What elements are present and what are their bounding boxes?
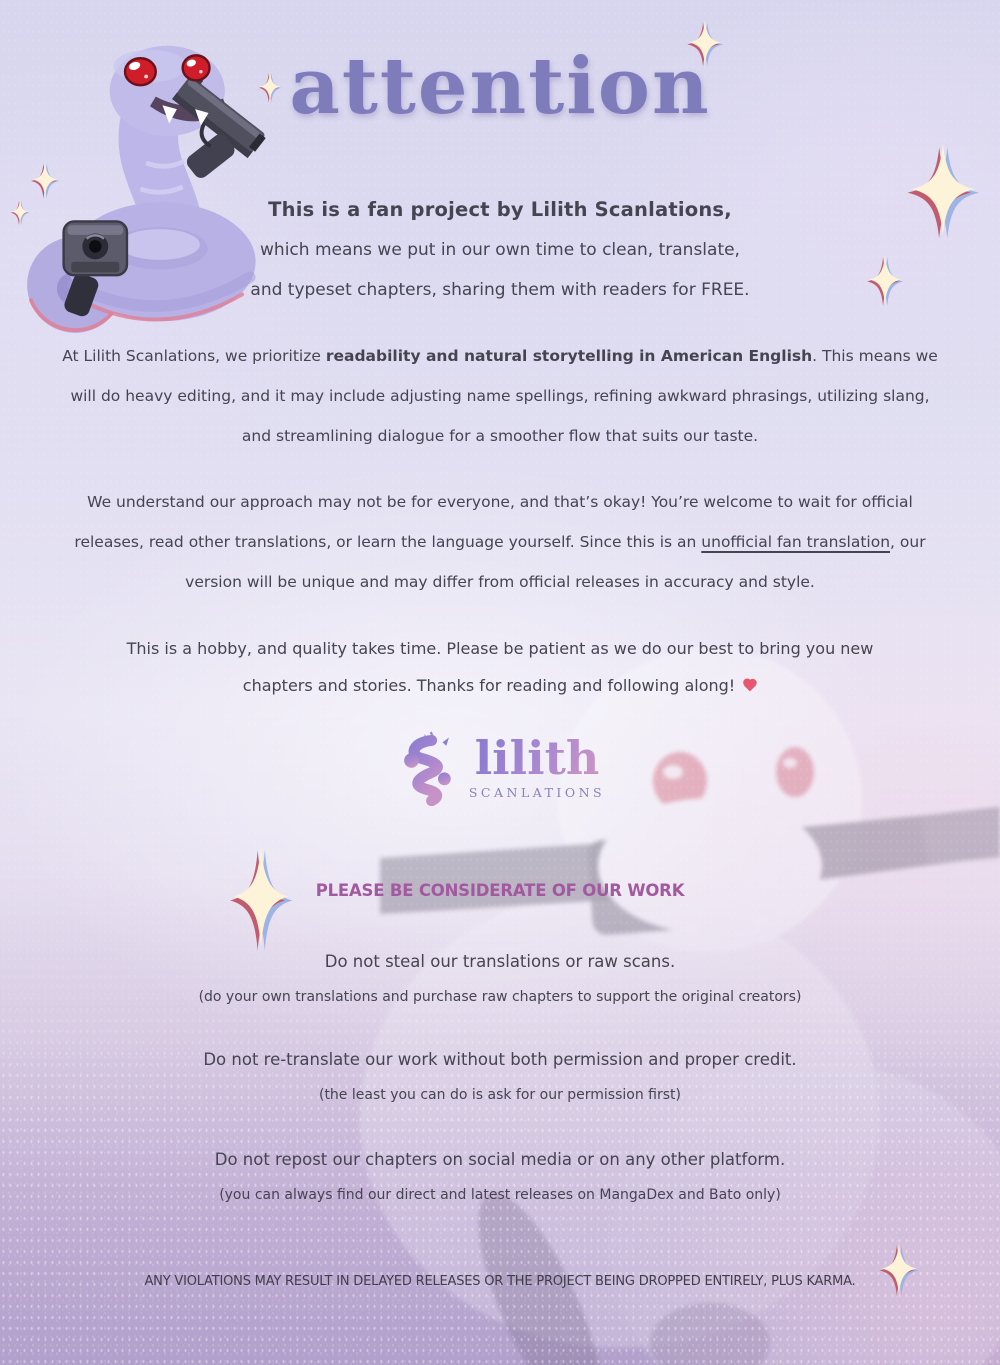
- approach-text-underlined: unofficial fan translation: [701, 533, 891, 551]
- rule-no-retranslation: [0, 1048, 1000, 1107]
- intro-line-3: and typeset chapters, sharing them with readers for FREE.: [250, 280, 750, 300]
- violations-warning: ANY VIOLATIONS MAY RESULT IN DELAYED RELEASES OR THE PROJECT BEING DROPPED ENTIRELY, PLUS KARMA.: [144, 1274, 856, 1289]
- sparkling-heart-icon: [742, 679, 757, 692]
- hobby-paragraph: [0, 630, 1000, 704]
- lilith-scanlations-logo: [0, 726, 1000, 806]
- rule-no-reposting: [0, 1148, 1000, 1207]
- rule-sub: (do your own translations and purchase raw chapters to support the original creators): [198, 989, 802, 1005]
- rule-main: Do not repost our chapters on social media or on any other platform.: [214, 1150, 786, 1169]
- rule-sub: (the least you can do is ask for our permission first): [318, 1087, 681, 1103]
- intro-line-2: which means we put in our own time to clean, translate,: [260, 240, 740, 260]
- editing-text-bold: readability and natural storytelling in American English: [325, 347, 813, 365]
- editing-text-prefix: At Lilith Scanlations, we prioritize: [62, 347, 326, 365]
- editing-text-suffix: . This means we will do heavy editing, and it may include adjusting name spellings, refining awkward phrasings, utilizing slang, and streamlining dialogue for a smoother flow that suits our taste.: [70, 347, 938, 445]
- logo-text: [468, 730, 606, 800]
- page-title: attention: [289, 41, 711, 132]
- intro-line-1: This is a fan project by Lilith Scanlations,: [268, 198, 732, 221]
- rule-no-stealing: [0, 950, 1000, 1009]
- considerate-heading: PLEASE BE CONSIDERATE OF OUR WORK: [315, 881, 685, 900]
- rule-main: Do not steal our translations or raw scans.: [324, 952, 676, 971]
- rule-sub: (you can always find our direct and latest releases on MangaDex and Bato only): [219, 1187, 781, 1203]
- lilith-snake-icon: [395, 726, 459, 806]
- logo-name: lilith: [474, 730, 600, 785]
- editing-paragraph: [0, 336, 1000, 456]
- approach-text-prefix: We understand our approach may not be for everyone, and that’s okay! You’re welcome to wait for official releases, read other translations, or learn the language yourself. Since this is an: [74, 493, 913, 551]
- approach-text-suffix: , our version will be unique and may differ from official releases in accuracy and style.: [185, 533, 926, 591]
- rule-main: Do not re-translate our work without both permission and proper credit.: [203, 1050, 797, 1069]
- intro-paragraph: [0, 190, 1000, 310]
- hobby-text: This is a hobby, and quality takes time. Please be patient as we do our best to bring you new chapters and stories. Thanks for reading and following along!: [126, 639, 874, 695]
- logo-subtitle: SCANLATIONS: [468, 784, 606, 800]
- approach-paragraph: [0, 482, 1000, 602]
